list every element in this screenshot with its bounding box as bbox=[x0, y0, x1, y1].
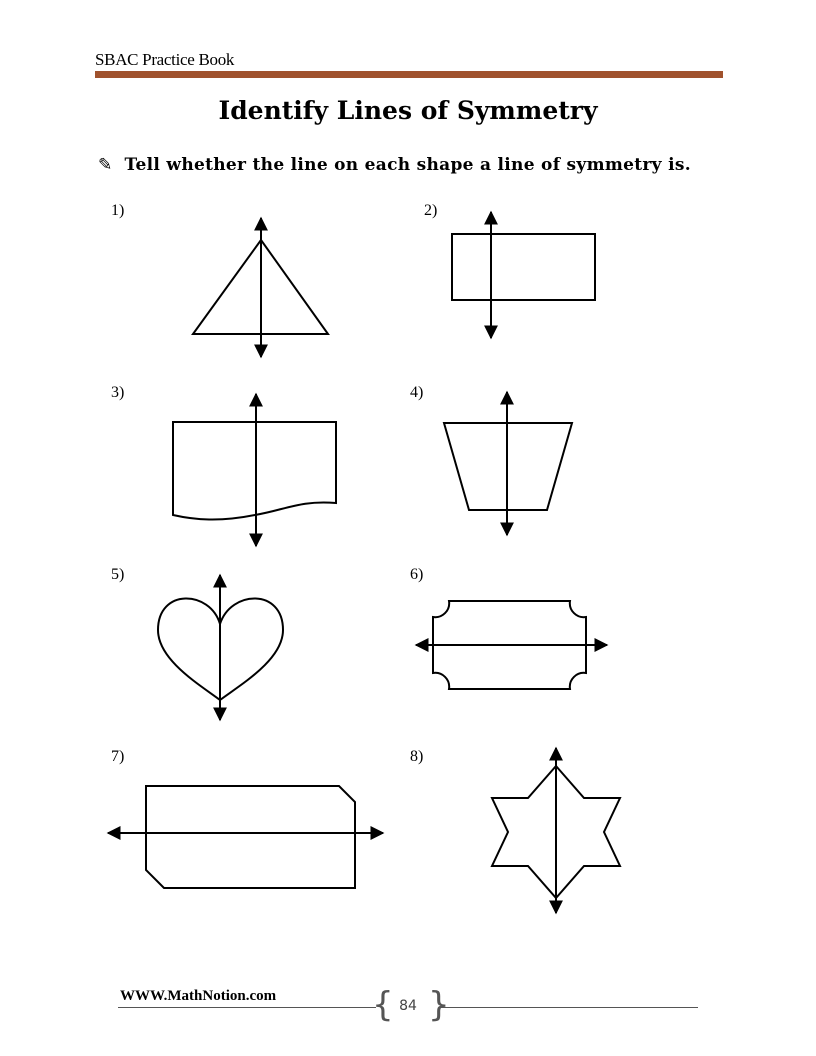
problem-number-2: 2) bbox=[424, 202, 438, 219]
problem-number-8: 8) bbox=[410, 748, 424, 765]
page-title: Identify Lines of Symmetry bbox=[218, 96, 598, 125]
problem-number-3: 3) bbox=[111, 384, 125, 401]
book-title: SBAC Practice Book bbox=[95, 50, 235, 69]
footer-divider-left bbox=[118, 1007, 376, 1008]
footer-divider-right bbox=[440, 1007, 698, 1008]
rectangle-shape bbox=[452, 234, 595, 300]
page-number: 84 bbox=[399, 998, 417, 1014]
right-bracket-icon: } bbox=[428, 985, 450, 1025]
footer-website: WWW.MathNotion.com bbox=[120, 988, 277, 1004]
problem-number-1: 1) bbox=[111, 202, 125, 219]
problem-number-5: 5) bbox=[111, 566, 125, 583]
cut-corner-rectangle-shape bbox=[146, 786, 355, 888]
instruction-text: Tell whether the line on each shape a line of symmetry is. bbox=[124, 155, 691, 175]
problem-number-7: 7) bbox=[111, 748, 125, 765]
pencil-icon: ✎ bbox=[98, 155, 113, 175]
wavy-shape bbox=[173, 422, 336, 520]
problem-number-4: 4) bbox=[410, 384, 424, 401]
problem-number-6: 6) bbox=[410, 566, 424, 583]
left-bracket-icon: { bbox=[372, 985, 394, 1025]
